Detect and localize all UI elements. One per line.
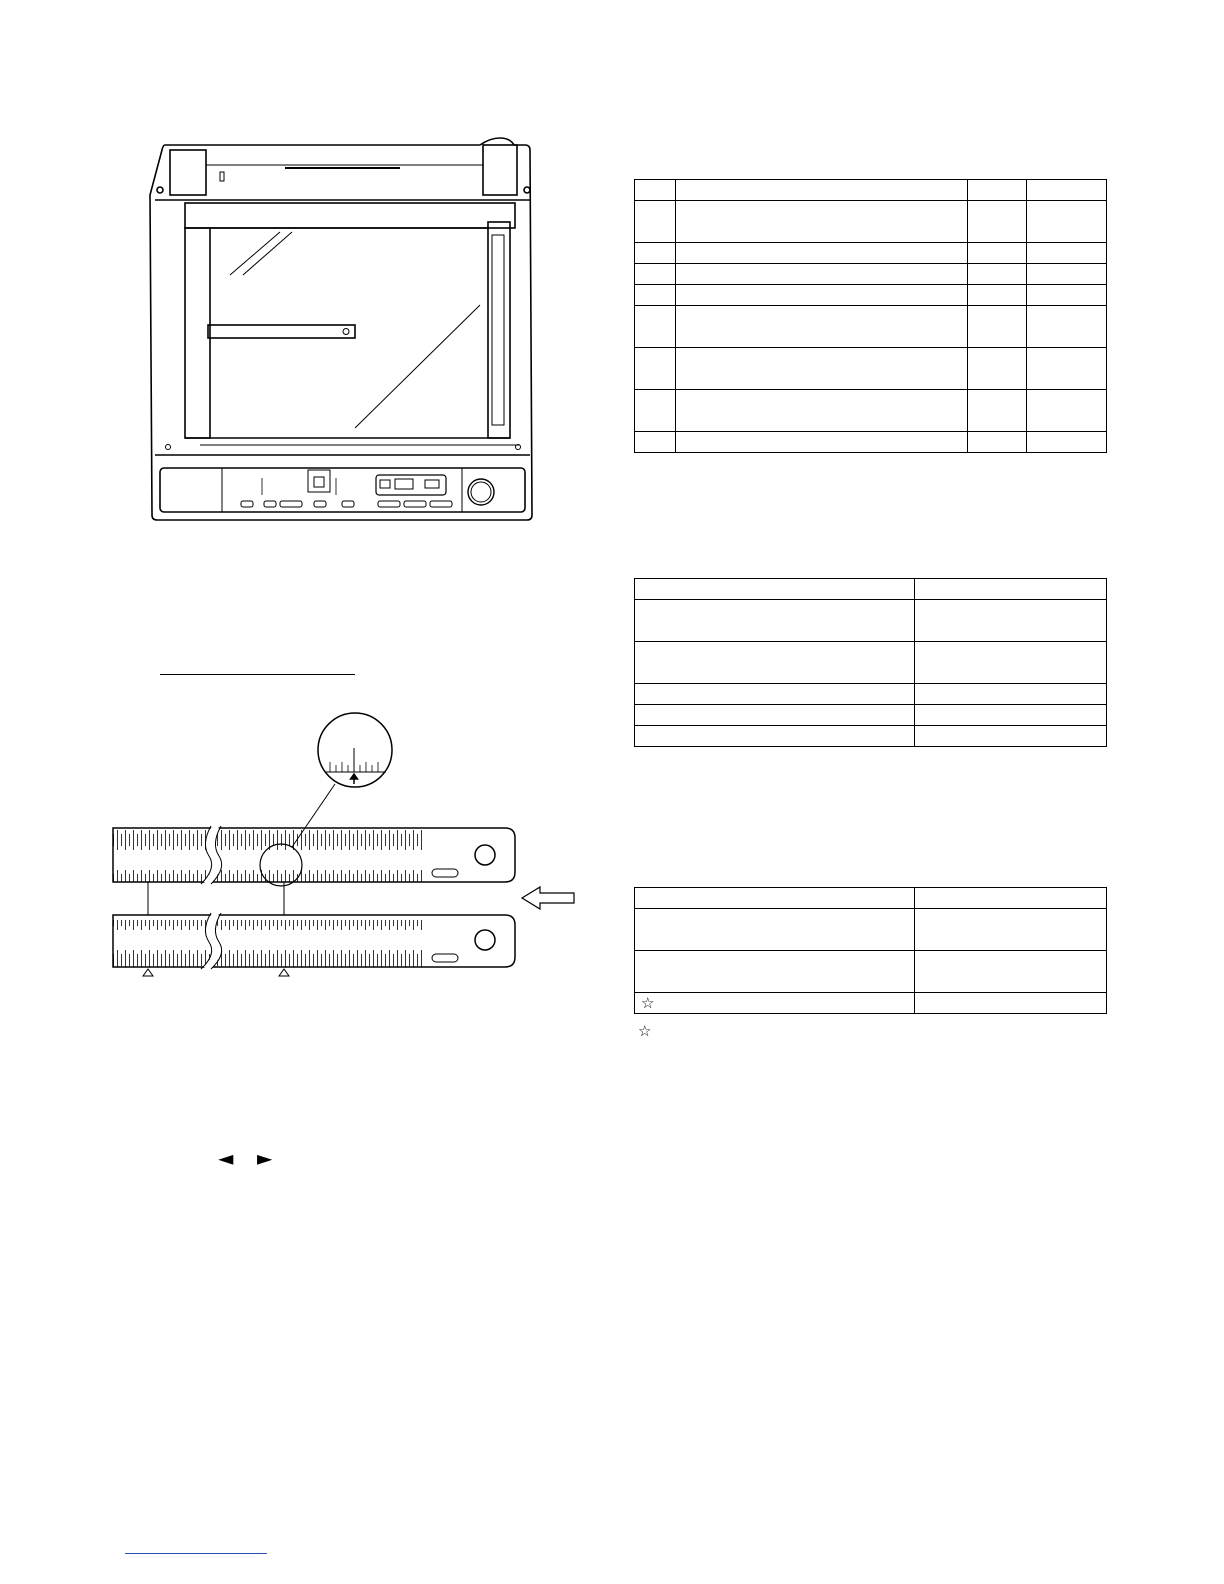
table-row <box>635 909 1107 951</box>
table-1 <box>634 179 1107 453</box>
right-arrow-icon: ► <box>257 1146 273 1170</box>
table-row <box>635 243 1107 264</box>
table-row <box>635 432 1107 453</box>
footnote-star-icon: ☆ <box>638 1022 652 1040</box>
table-row <box>635 348 1107 390</box>
table-3 <box>634 887 1107 1014</box>
table-row <box>635 579 1107 600</box>
footer-link-underline[interactable] <box>125 1553 267 1554</box>
table-row <box>635 642 1107 684</box>
table-row <box>635 285 1107 306</box>
table-row <box>635 390 1107 432</box>
table-row <box>635 888 1107 909</box>
table-row <box>635 264 1107 285</box>
heading-underline <box>160 674 355 675</box>
left-arrow-icon: ◄ <box>218 1146 234 1170</box>
table-row <box>635 951 1107 993</box>
table-row <box>635 684 1107 705</box>
table-2 <box>634 578 1107 747</box>
table-row <box>635 180 1107 201</box>
table-row <box>635 201 1107 243</box>
table-row <box>635 993 1107 1014</box>
table-row <box>635 600 1107 642</box>
copier-top-view-illustration <box>145 135 545 530</box>
table-row <box>635 705 1107 726</box>
table-row <box>635 726 1107 747</box>
ruler-comparison-illustration <box>105 710 580 980</box>
table-row <box>635 306 1107 348</box>
star-icon: ☆ <box>641 993 655 1012</box>
